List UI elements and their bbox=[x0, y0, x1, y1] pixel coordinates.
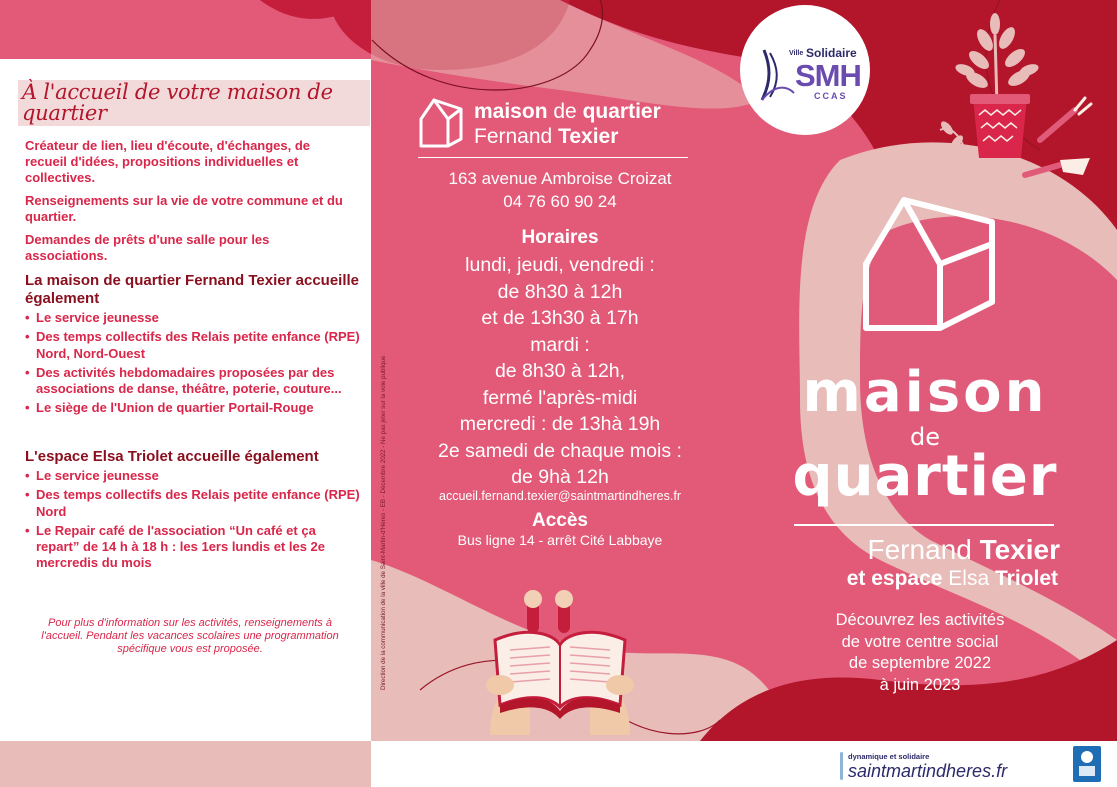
period-line: de septembre 2022 bbox=[848, 654, 992, 672]
divider bbox=[794, 524, 1054, 526]
section-heading: La maison de quartier Fernand Texier accueille également bbox=[25, 272, 360, 307]
brand-accent bbox=[840, 752, 843, 780]
horaire-line: fermé l'après-midi bbox=[482, 386, 638, 409]
section-heading: L'espace Elsa Triolet accueille également bbox=[25, 448, 319, 465]
left-panel-title: À l'accueil de votre maison de quartier bbox=[22, 80, 333, 125]
horaire-line: lundi, jeudi, vendredi : bbox=[465, 254, 655, 276]
bullet-list bbox=[25, 468, 360, 572]
intro-paragraph: Demandes de prêts d'une salle pour les associations. bbox=[25, 232, 270, 263]
elsa-triolet-title bbox=[790, 566, 1058, 591]
caf-emblem-icon bbox=[1073, 746, 1101, 782]
title-word: Triolet bbox=[994, 567, 1058, 590]
logo-text: Solidaire bbox=[806, 46, 857, 60]
caf-logo-icon bbox=[1073, 746, 1101, 782]
large-house-icon bbox=[860, 192, 1000, 332]
horaire-line: de 8h30 à 12h, bbox=[494, 360, 626, 382]
title-word: Elsa bbox=[948, 567, 995, 590]
title-word: maison bbox=[474, 100, 548, 123]
divider bbox=[418, 157, 688, 158]
horaires-heading: Horaires bbox=[521, 227, 599, 248]
big-title-de: de bbox=[910, 423, 940, 451]
bullet-list bbox=[25, 310, 360, 417]
reading-illustration bbox=[470, 585, 650, 735]
middle-title bbox=[474, 99, 661, 149]
house-icon bbox=[418, 97, 464, 149]
email-link[interactable]: accueil.fernand.texier@saintmartindheres.fr bbox=[439, 489, 681, 503]
horaire-line: de 8h30 à 12h bbox=[497, 280, 623, 303]
horaire-line: 2e samedi de chaque mois : bbox=[438, 439, 682, 462]
plant-pot-illustration bbox=[935, 10, 1105, 185]
list-item: • Des temps collectifs des Relais petite enfance (RPE) Nord, Nord-Ouest bbox=[25, 329, 360, 362]
big-title-quartier: quartier bbox=[792, 444, 1058, 509]
list-item: • Le service jeunesse bbox=[25, 468, 360, 484]
phone-number: 04 76 60 90 24 bbox=[503, 192, 617, 211]
footnote: Pour plus d'information sur les activités, renseignements à l'accueil. Pendant les vacances scolaires une programmation spécifique vous est proposée. bbox=[41, 617, 339, 655]
bus-info: Bus ligne 14 - arrêt Cité Labbaye bbox=[457, 532, 663, 548]
period-line: Découvrez les activités bbox=[835, 611, 1005, 629]
horaire-line: de 9hà 12h bbox=[511, 466, 609, 488]
list-item: • Le siège de l'Union de quartier Portail-Rouge bbox=[25, 400, 360, 416]
title-word: Fernand bbox=[474, 125, 559, 148]
list-item: • Le service jeunesse bbox=[25, 310, 360, 326]
horaire-line: mardi : bbox=[530, 333, 590, 356]
period-text bbox=[800, 610, 1040, 696]
section-fernand-texier bbox=[25, 272, 360, 420]
logo-ccas: CCAS bbox=[814, 91, 848, 101]
logo-text: Ville bbox=[789, 50, 804, 57]
section-elsa-triolet bbox=[25, 448, 360, 575]
intro-paragraph: Créateur de lien, lieu d'écoute, d'échanges, de recueil d'idées, propositions individuelles et collectives. bbox=[25, 138, 311, 185]
list-item: • Le Repair café de l'association “Un café et ça repart” de 14 h à 18 h : les 1ers lundis et les 2e mercredis du mois bbox=[25, 523, 360, 572]
print-credit: Direction de la communication de la ville de Saint-Martin-d'Hères - EB - Décembre 2022 - Ne pas jeter sur la voie publique bbox=[380, 355, 387, 690]
list-item: • Des temps collectifs des Relais petite enfance (RPE) Nord bbox=[25, 487, 360, 520]
big-title-maison: maison bbox=[802, 360, 1048, 425]
intro-block bbox=[25, 138, 355, 271]
title-word: et espace bbox=[846, 567, 949, 590]
title-word: quartier bbox=[582, 100, 661, 123]
period-line: à juin 2023 bbox=[879, 675, 961, 694]
horaires-list bbox=[405, 252, 715, 491]
intro-paragraph: Renseignements sur la vie de votre commune et du quartier. bbox=[25, 193, 343, 224]
horaire-line: mercredi : de 13hà 19h bbox=[459, 413, 661, 435]
bottom-strip bbox=[0, 741, 371, 787]
brand-tagline: dynamique et solidaire bbox=[848, 752, 930, 761]
acces-heading: Accès bbox=[532, 510, 588, 531]
title-word: Fernand bbox=[867, 534, 980, 565]
address: 163 avenue Ambroise Croizat bbox=[448, 169, 672, 188]
logo-smh: SMH bbox=[795, 58, 861, 93]
fernand-texier-title bbox=[790, 534, 1060, 566]
horaire-line: et de 13h30 à 17h bbox=[481, 307, 639, 329]
title-word: de bbox=[547, 100, 583, 123]
brand-url[interactable]: saintmartindheres.fr bbox=[848, 761, 1008, 781]
title-word: Texier bbox=[979, 534, 1060, 565]
list-item: • Des activités hebdomadaires proposées par des associations de danse, théâtre, poterie, couture... bbox=[25, 365, 360, 398]
title-word: Texier bbox=[558, 125, 619, 148]
period-line: de votre centre social bbox=[841, 632, 999, 651]
